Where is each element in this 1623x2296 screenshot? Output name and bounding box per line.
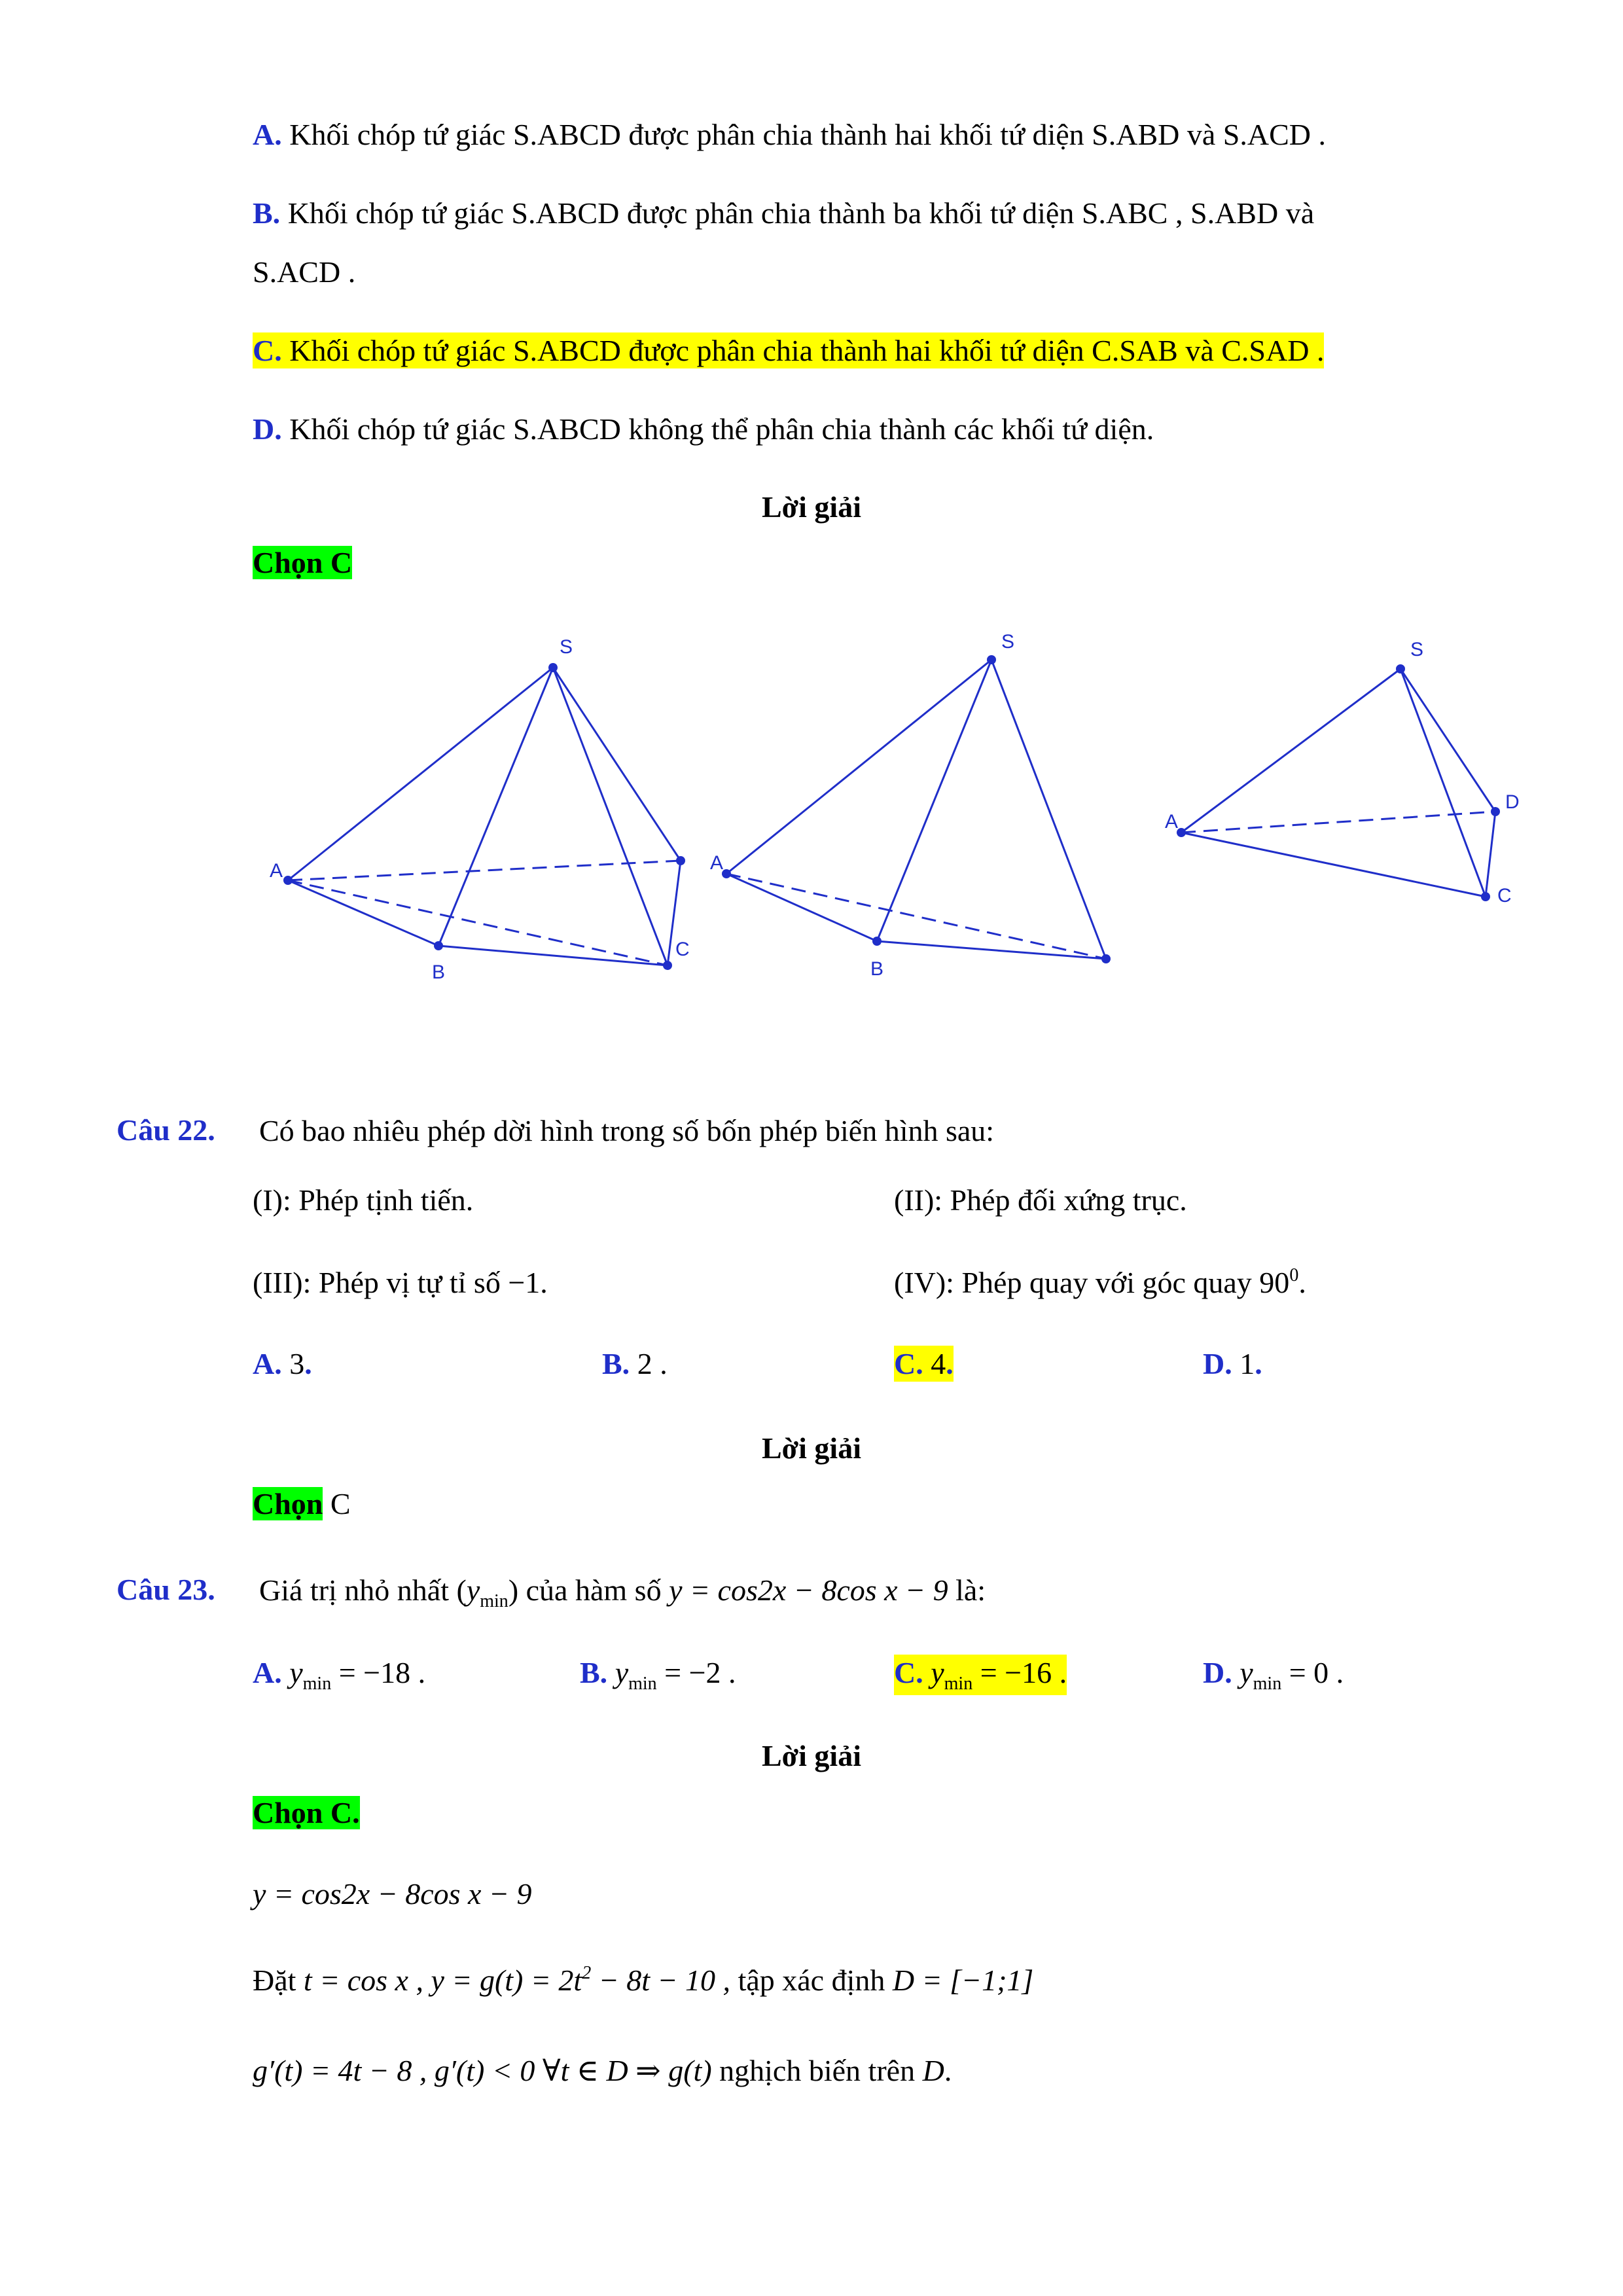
- edge-sc: [1400, 669, 1486, 897]
- question-post: của hàm số: [526, 1573, 662, 1607]
- option-label: D.: [253, 412, 282, 446]
- q21-option-c: [253, 332, 1324, 368]
- vertex-b: [434, 941, 443, 950]
- vertex-d: [676, 856, 685, 865]
- q23-solution-heading: Lời giải: [762, 1739, 861, 1772]
- figure-tetrahedron-csad: [1139, 628, 1544, 929]
- q22-solution-heading: Lời giải: [762, 1431, 861, 1465]
- vertex-a: [1177, 828, 1186, 837]
- q22-item-4: [894, 1265, 1306, 1300]
- q21-option-d: [253, 411, 1154, 447]
- q22-option-a: [253, 1346, 312, 1382]
- q21-option-b: [253, 195, 1314, 231]
- q23-step-2: [253, 1962, 1033, 1998]
- option-label: B.: [602, 1347, 630, 1380]
- edge-sb: [438, 668, 553, 946]
- edge-sa: [1181, 669, 1400, 833]
- q23-option-a: [253, 1655, 425, 1695]
- step-text: nghịch biến trên: [719, 2054, 916, 2087]
- q23-option-b: [580, 1655, 736, 1695]
- edge-ac: [1181, 833, 1486, 897]
- vertex-s: [548, 663, 558, 672]
- ymin-var: y: [289, 1656, 303, 1689]
- ymin-sub: min: [302, 1674, 332, 1694]
- ymin-sub: min: [628, 1674, 657, 1694]
- q23-option-c: [894, 1655, 1067, 1695]
- g-function-tail: − 8t − 10 ,: [591, 1964, 731, 1997]
- edge-ab: [726, 874, 877, 941]
- vertex-a: [722, 869, 731, 878]
- option-text: Khối chóp tứ giác S.ABCD được phân chia thành hai khối tứ diện C.SAB và C.SAD .: [289, 334, 1325, 367]
- q22-question: Có bao nhiêu phép dời hình trong số bốn phép biến hình sau:: [259, 1114, 995, 1147]
- option-value: 4: [931, 1347, 946, 1380]
- option-label: B.: [580, 1656, 608, 1689]
- ymin-var: y: [1240, 1656, 1253, 1689]
- q22-option-d: [1203, 1346, 1262, 1382]
- option-label: A.: [253, 1656, 282, 1689]
- option-label: D.: [1203, 1347, 1232, 1380]
- edge-dc: [1486, 812, 1495, 897]
- edge-bc: [438, 946, 668, 965]
- option-text-continued: S.ACD .: [253, 255, 356, 289]
- vertex-a: [283, 876, 293, 885]
- derivative-condition: g′(t) < 0 ∀t ∈ D ⇒: [434, 2054, 661, 2087]
- edge-sa: [288, 668, 553, 880]
- option-label: A.: [253, 1347, 282, 1380]
- step-text: tập xác định: [738, 1964, 885, 1997]
- substitution: t = cos x ,: [303, 1964, 423, 1997]
- q22-item-2: (II): Phép đối xứng trục.: [894, 1183, 1187, 1217]
- edge-sa: [726, 660, 991, 874]
- option-end: .: [660, 1347, 668, 1380]
- q23-answer: [253, 1795, 360, 1831]
- vertex-c: [1101, 954, 1111, 963]
- q22-answer: [253, 1486, 351, 1522]
- option-value: 3: [289, 1347, 305, 1380]
- q22-option-b: [602, 1346, 668, 1382]
- vertex-c: [663, 961, 672, 970]
- vertex-s: [987, 655, 996, 664]
- label-a: A: [1165, 811, 1179, 833]
- q22-option-c: [894, 1346, 954, 1382]
- label-c: C: [1497, 885, 1512, 906]
- label-s: S: [560, 636, 573, 658]
- label-s: S: [1410, 639, 1424, 660]
- step-end: .: [944, 2054, 952, 2087]
- option-end: .: [1255, 1347, 1262, 1380]
- q22-item-1: (I): Phép tịnh tiến.: [253, 1183, 474, 1217]
- label-b: B: [870, 958, 884, 980]
- answer-letter: C: [330, 1487, 351, 1520]
- q23-question: [259, 1572, 986, 1613]
- ymin-var: y: [466, 1573, 480, 1607]
- option-label: A.: [253, 118, 282, 151]
- label-d: D: [1505, 791, 1520, 813]
- g-of-t: g(t): [668, 2054, 712, 2087]
- figure-tetrahedron-csab: [694, 628, 1139, 995]
- option-label: C.: [894, 1347, 923, 1380]
- edge-ac-hidden: [288, 880, 668, 965]
- q23-step-1: y = cos2x − 8cos x − 9: [253, 1877, 532, 1910]
- item-text: (IV): Phép quay với góc quay 90: [894, 1266, 1290, 1299]
- q21-solution-heading: Lời giải: [762, 490, 861, 524]
- ymin-sub: min: [480, 1591, 508, 1611]
- ymin-var: y: [931, 1656, 944, 1689]
- q21-option-b-cont: [253, 254, 355, 290]
- option-end: .: [304, 1347, 312, 1380]
- option-label: B.: [253, 196, 281, 230]
- ymin-sub: min: [944, 1674, 973, 1694]
- label-b: B: [432, 961, 446, 983]
- answer-highlight: Chọn C.: [253, 1796, 360, 1829]
- option-label: C.: [253, 334, 282, 367]
- option-value: 1: [1240, 1347, 1255, 1380]
- label-s: S: [1001, 631, 1015, 653]
- question-end: là:: [955, 1573, 986, 1607]
- q23-step-3: [253, 2053, 952, 2089]
- option-value: = −16 .: [980, 1656, 1067, 1689]
- option-label: C.: [894, 1656, 923, 1689]
- vertex-s: [1396, 664, 1405, 673]
- option-text: Khối chóp tứ giác S.ABCD không thể phân chia thành các khối tứ diện.: [289, 412, 1154, 446]
- function-expression: y = cos2x − 8cos x − 9: [669, 1573, 948, 1607]
- edge-ac-hidden: [726, 874, 1106, 959]
- option-text: Khối chóp tứ giác S.ABCD được phân chia thành ba khối tứ diện S.ABC , S.ABD và: [287, 196, 1315, 230]
- item-end: .: [1298, 1266, 1306, 1299]
- answer-highlight: Chọn: [253, 1487, 323, 1520]
- option-label: D.: [1203, 1656, 1232, 1689]
- g-function-head: y = g(t) = 2t: [431, 1964, 582, 1997]
- ymin-sub: min: [1253, 1674, 1282, 1694]
- vertex-d: [1491, 807, 1500, 816]
- ymin-paren: $(y_{min})$: [456, 1573, 519, 1611]
- ymin-var: y: [615, 1656, 629, 1689]
- q21-option-a: [253, 117, 1326, 152]
- option-end: .: [946, 1347, 954, 1380]
- q22-item-3: (III): Phép vị tự tỉ số −1.: [253, 1266, 548, 1299]
- g-function: [431, 1964, 730, 1997]
- option-value: = 0 .: [1289, 1656, 1344, 1689]
- edge-sc: [991, 660, 1106, 959]
- edge-ab: [288, 880, 438, 946]
- q23-option-d: [1203, 1655, 1344, 1695]
- degree-superscript: 0: [1289, 1265, 1299, 1285]
- option-text: Khối chóp tứ giác S.ABCD được phân chia thành hai khối tứ diện S.ABD và S.ACD .: [289, 118, 1326, 151]
- question-pre: Giá trị nhỏ nhất: [259, 1573, 449, 1607]
- edge-sb: [877, 660, 991, 941]
- vertex-c: [1481, 892, 1490, 901]
- edge-ad-hidden: [1181, 812, 1495, 833]
- option-value: = −2 .: [664, 1656, 736, 1689]
- edge-bc: [877, 941, 1106, 959]
- label-a: A: [710, 852, 724, 874]
- q22-number: Câu 22.: [116, 1113, 215, 1147]
- g-function-sup: 2: [582, 1963, 592, 1983]
- answer-highlight: Chọn C: [253, 546, 353, 579]
- label-a: A: [270, 860, 283, 882]
- label-c: C: [675, 939, 690, 960]
- option-value: 2: [637, 1347, 652, 1380]
- q23-number: Câu 23.: [116, 1573, 215, 1606]
- derivative: g′(t) = 4t − 8 ,: [253, 2054, 427, 2087]
- vertex-b: [872, 937, 882, 946]
- q21-answer: [253, 545, 352, 581]
- option-value: = −18 .: [338, 1656, 426, 1689]
- edge-ad-hidden: [288, 861, 681, 880]
- figure-pyramid-sabcd: [262, 628, 707, 995]
- domain: D = [−1;1]: [892, 1964, 1034, 1997]
- domain-symbol: D: [922, 2054, 944, 2087]
- step-text: Đặt: [253, 1964, 296, 1997]
- edge-sd: [1400, 669, 1495, 812]
